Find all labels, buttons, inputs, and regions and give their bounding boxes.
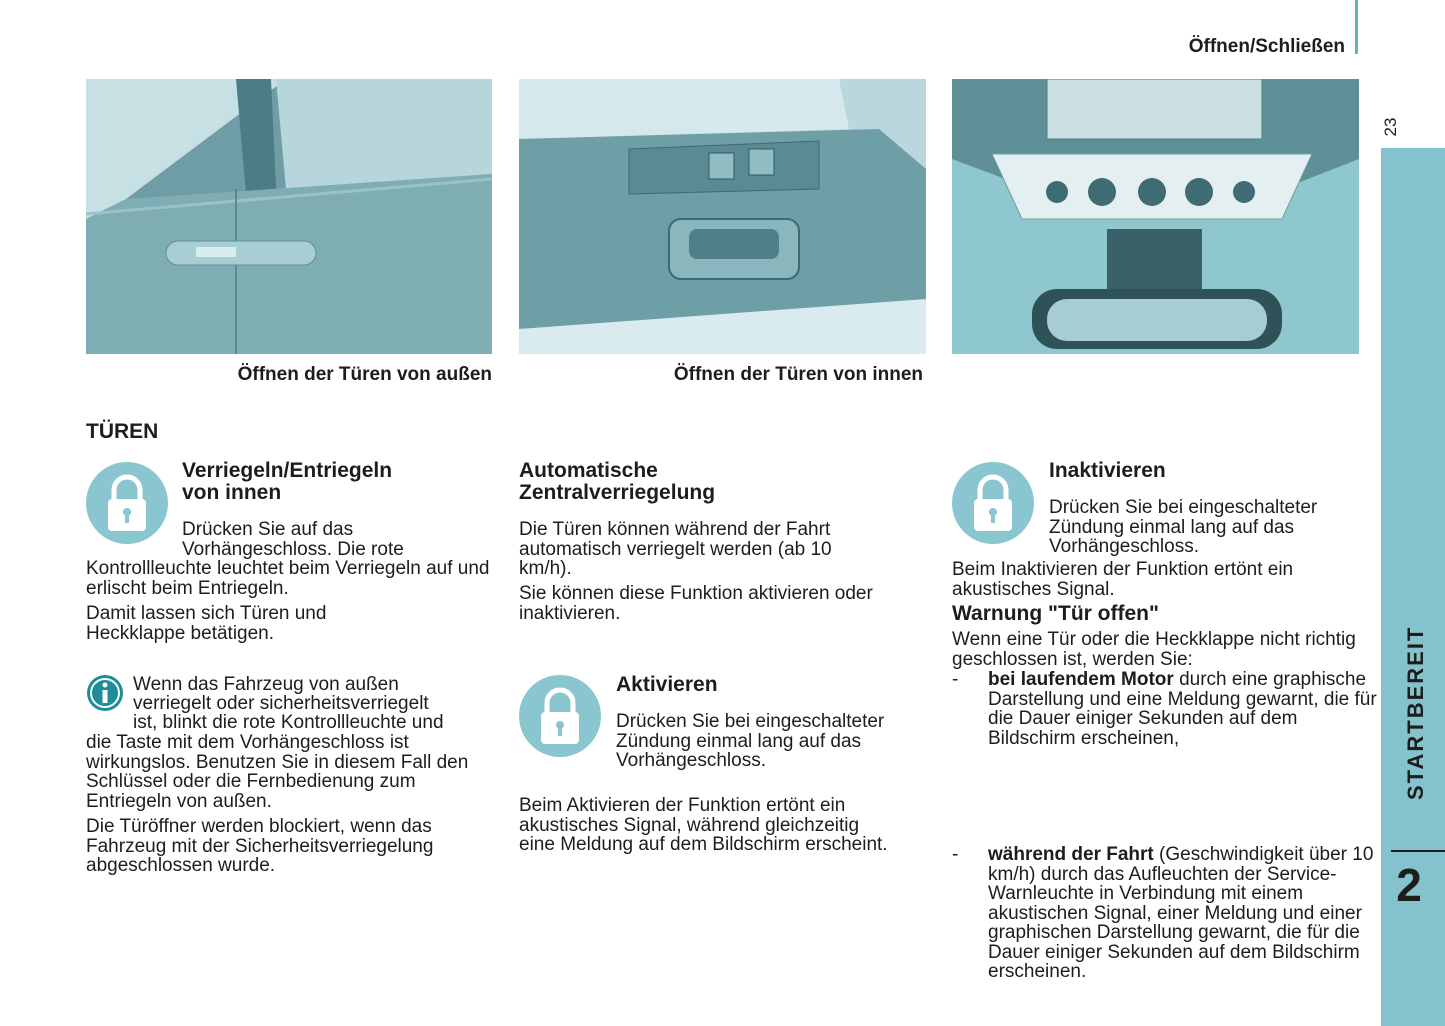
chapter-number: 2 [1396, 859, 1422, 911]
lock-icon [86, 462, 168, 549]
bullet-bold: während der Fahrt [988, 844, 1154, 865]
col1-p1-line1: Drücken Sie auf das [182, 519, 354, 540]
info-line1: Wenn das Fahrzeug von außen [133, 674, 399, 695]
lock-icon [519, 675, 601, 762]
col1-heading-line1: Verriegeln/Entriegeln [182, 459, 393, 482]
ceiling-console-lock-button-illustration [952, 79, 1359, 354]
bullet-text: (Geschwindigkeit über 10 km/h) durch das Aufleuchten der Service-Warnleuchte in Verbindung mit einem akustischen Signal, einer Meldung und einer graphischen Darstellung gewarnt, die für die Dauer einiger Sekunden auf dem Bildschirm erscheinen. [988, 844, 1374, 982]
col2-p2: Sie können diese Funktion aktivieren oder inaktivieren. [519, 583, 873, 624]
figure-caption-interior: Öffnen der Türen von innen [673, 364, 923, 385]
col2-sub-text: Drücken Sie bei eingeschalteter Zündung einmal lang auf das Vorhängeschloss. [616, 711, 885, 771]
page-number: 23 [1381, 117, 1400, 137]
col2-p1: Die Türen können während der Fahrt automatisch verriegelt werden (ab 10 km/h). [519, 519, 832, 579]
warn-bullet [952, 670, 1388, 748]
bullet-bold: bei laufendem Motor [988, 669, 1174, 690]
col1-p3: Die Türöffner werden blockiert, wenn das Fahrzeug mit der Sicherheitsverriegelung abgeschlossen wurde. [86, 816, 434, 876]
col1-p1-line2: Vorhängeschloss. Die rote [182, 539, 404, 560]
col3-heading: Inaktivieren [1049, 459, 1166, 482]
col1-heading-line2: von innen [182, 481, 282, 504]
col2-heading-line1: Automatische [519, 459, 658, 482]
bullet-text: durch eine graphische Darstellung und eine Meldung gewarnt, die für die Dauer einiger Sekunden auf dem Bildschirm erscheinen, [988, 669, 1377, 749]
col1-p1-rest: Kontrollleuchte leuchtet beim Verriegeln auf und erlischt beim Entriegeln. [86, 558, 490, 599]
col3-p1: Beim Inaktivieren der Funktion ertönt ein akustisches Signal. [952, 559, 1294, 600]
warn-bullet [952, 845, 1393, 982]
section-title: TÜREN [86, 420, 159, 443]
bullet-dash: - [952, 844, 959, 865]
col1-heading [182, 460, 392, 504]
col1-p2: Damit lassen sich Türen und Heckklappe betätigen. [86, 603, 327, 644]
col2-heading [519, 460, 715, 504]
col2-sub-heading: Aktivieren [616, 673, 718, 696]
info-line2: verriegelt oder sicherheitsverriegelt [133, 693, 429, 714]
info-rest: die Taste mit dem Vorhängeschloss ist wirkungslos. Benutzen Sie in diesem Fall den Schlüssel oder die Fernbedienung zum Entriegeln von außen. [86, 732, 469, 812]
chapter-label: STARTBEREIT [1403, 625, 1428, 800]
col2-p3: Beim Aktivieren der Funktion ertönt ein akustisches Signal, während gleichzeitig eine Meldung auf dem Bildschirm erscheint. [519, 795, 888, 855]
col3-sub-text: Drücken Sie bei eingeschalteter Zündung einmal lang auf das Vorhängeschloss. [1049, 497, 1318, 557]
info-icon [86, 674, 124, 717]
chapter-divider [1391, 850, 1445, 852]
car-door-interior-handle-illustration [519, 79, 926, 354]
info-line3: ist, blinkt die rote Kontrollleuchte und [133, 712, 444, 733]
car-door-exterior-handle-illustration [86, 79, 492, 354]
lock-icon [952, 462, 1034, 549]
bullet-dash: - [952, 669, 959, 690]
header-divider [1355, 0, 1358, 54]
warn-heading: Warnung "Tür offen" [952, 602, 1159, 625]
figure-caption-exterior: Öffnen der Türen von außen [237, 364, 492, 385]
page-header-title: Öffnen/Schließen [1188, 36, 1345, 57]
col2-heading-line2: Zentralverriegelung [519, 481, 716, 504]
warn-intro: Wenn eine Tür oder die Heckklappe nicht richtig geschlossen ist, werden Sie: [952, 629, 1356, 670]
